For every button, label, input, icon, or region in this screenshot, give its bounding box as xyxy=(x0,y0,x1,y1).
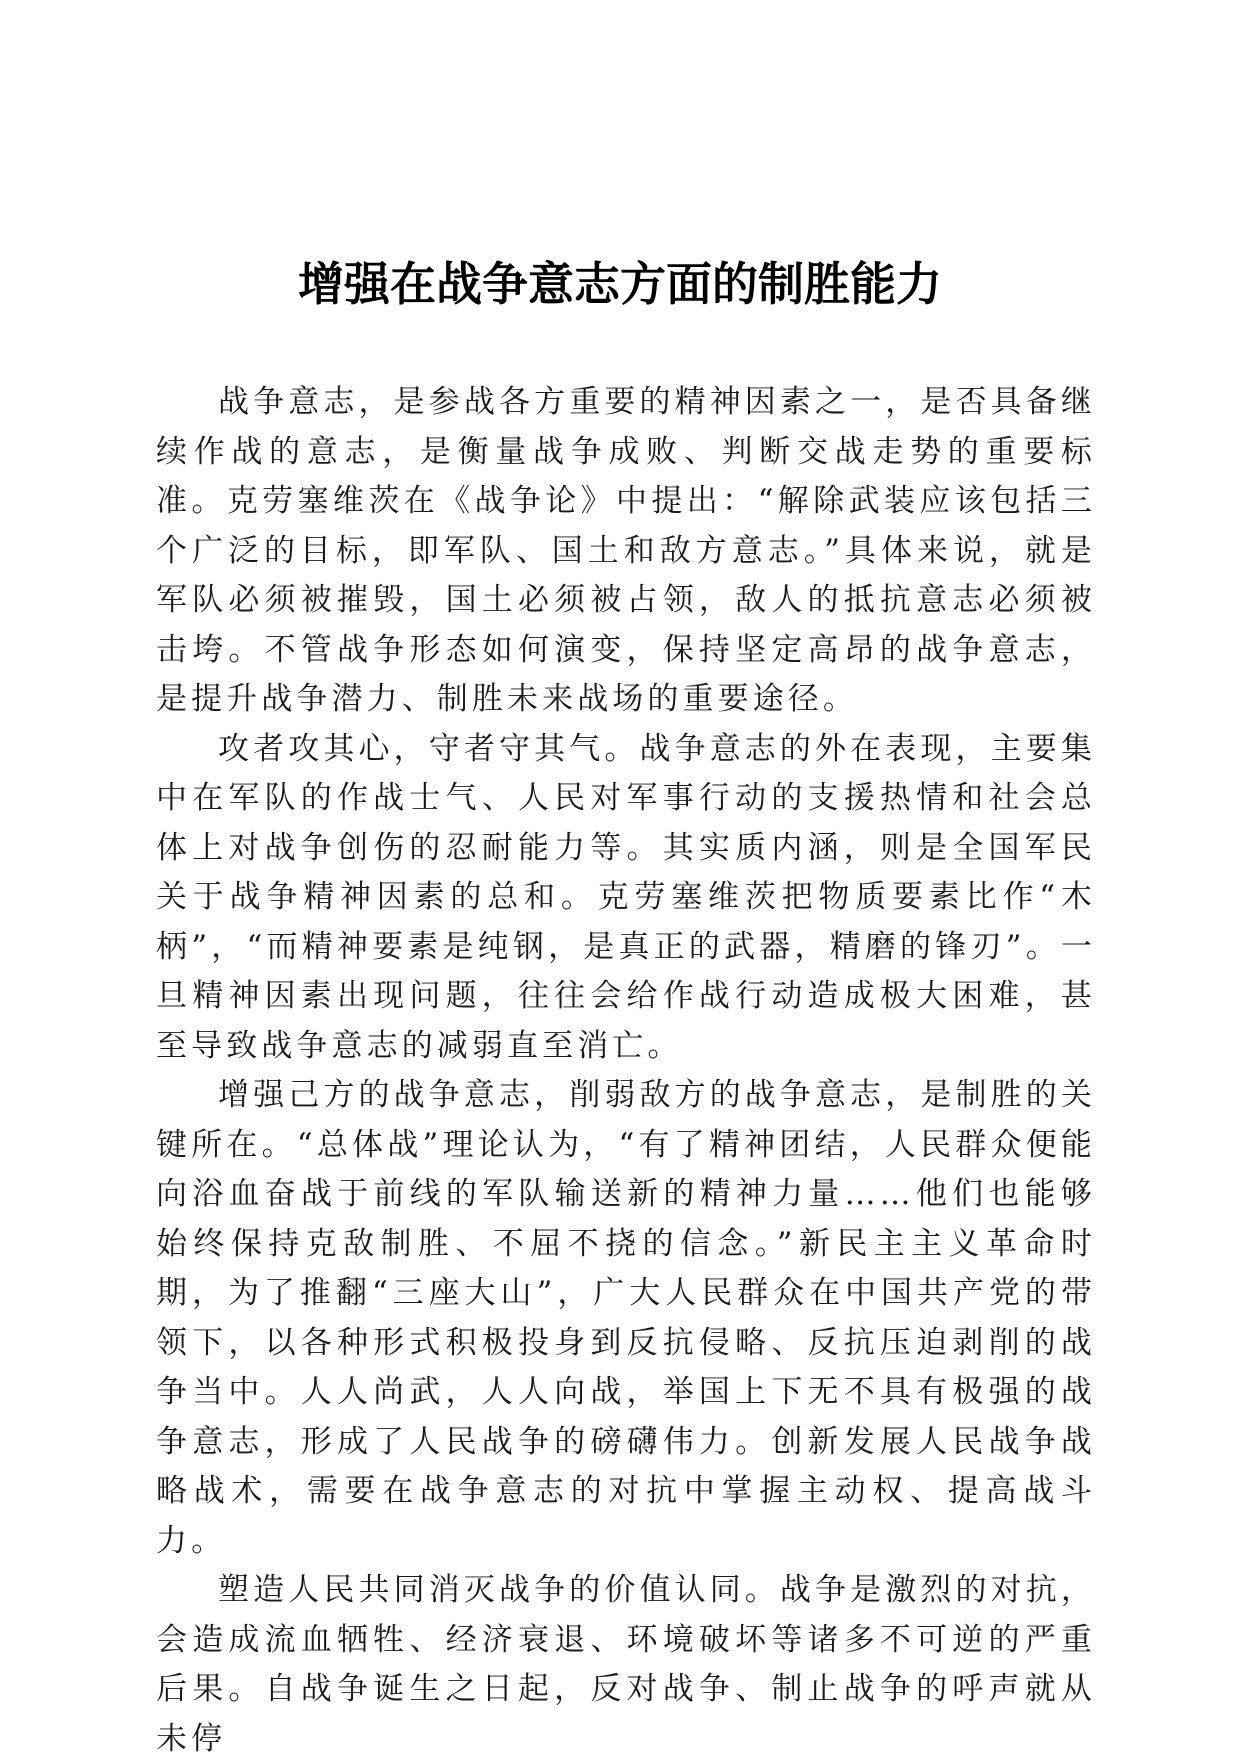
paragraph-4: 塑造人民共同消灭战争的价值认同。战争是激烈的对抗，会造成流血牺牲、经济衰退、环境破坏等诸多不可逆的严重后果。自战争诞生之日起，反对战争、制止战争的呼声就从未停 xyxy=(156,1572,1096,1757)
paragraph-2: 攻者攻其心，守者守其气。战争意志的外在表现，主要集中在军队的作战士气、人民对军事行动的支援热情和社会总体上对战争创伤的忍耐能力等。其实质内涵，则是全国军民关于战争精神因素的总和。克劳塞维茨把物质要素比作“木柄”，“而精神要素是纯钢，是真正的武器，精磨的锋刃”。一旦精神因素出现问题，往往会给作战行动造成极大困难，甚至导致战争意志的减弱直至消亡。 xyxy=(156,730,1096,1064)
document-title: 增强在战争意志方面的制胜能力 xyxy=(298,257,942,311)
paragraph-1: 战争意志，是参战各方重要的精神因素之一，是否具备继续作战的意志，是衡量战争成败、判断交战走势的重要标准。克劳塞维茨在《战争论》中提出：“解除武装应该包括三个广泛的目标，即军队、国土和敌方意志。”具体来说，就是军队必须被摧毁，国土必须被占领，敌人的抵抗意志必须被击垮。不管战争形态如何演变，保持坚定高昂的战争意志，是提升战争潜力、制胜未来战场的重要途径。 xyxy=(156,384,1096,717)
document-body xyxy=(156,378,1096,1764)
paragraph-3: 增强己方的战争意志，削弱敌方的战争意志，是制胜的关键所在。“总体战”理论认为，“有了精神团结，人民群众便能向浴血奋战于前线的军队输送新的精神力量……他们也能够始终保持克敌制胜、不屈不挠的信念。”新民主主义革命时期，为了推翻“三座大山”，广大人民群众在中国共产党的带领下，以各种形式积极投身到反抗侵略、反抗压迫剥削的战争当中。人人尚武，人人向战，举国上下无不具有极强的战争意志，形成了人民战争的磅礴伟力。创新发展人民战争战略战术，需要在战争意志的对抗中掌握主动权、提高战斗力。 xyxy=(156,1077,1096,1559)
